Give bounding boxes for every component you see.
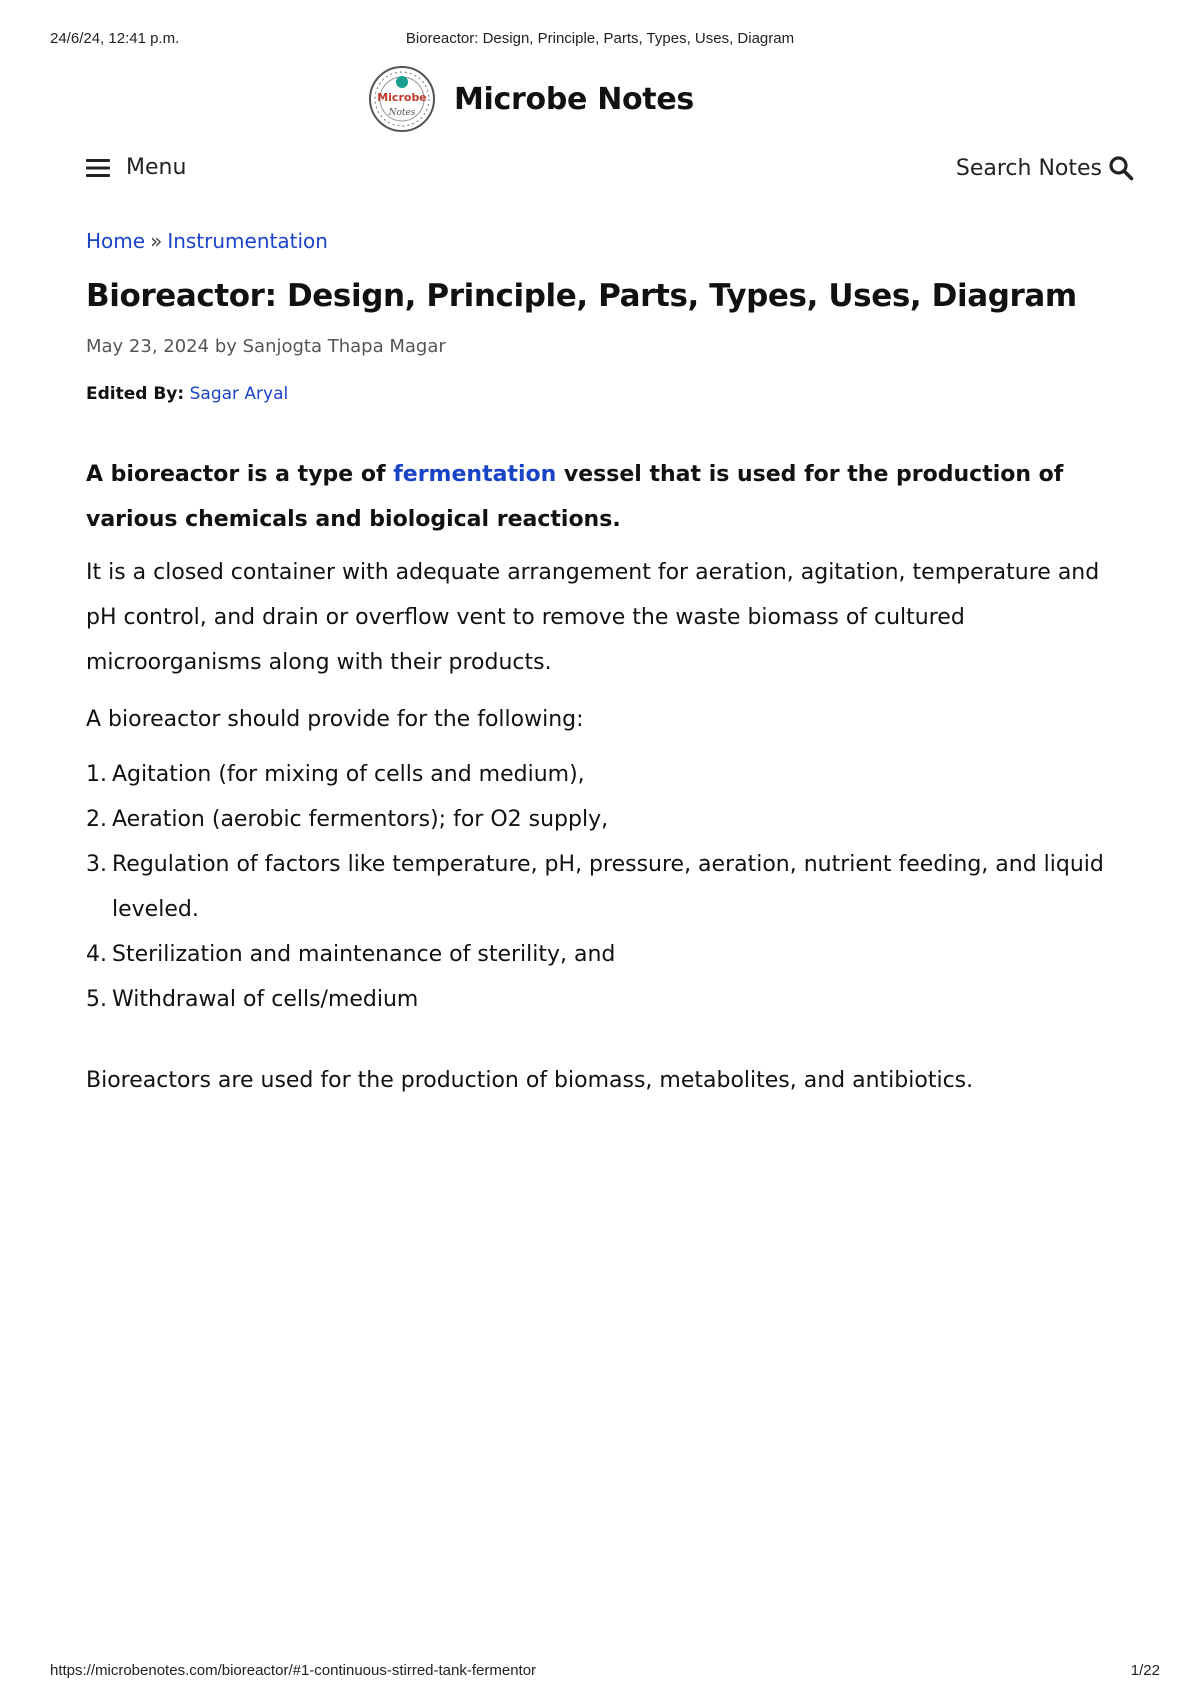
hamburger-icon [86,158,110,178]
breadcrumb-separator: » [150,229,163,253]
breadcrumb [86,229,328,253]
lead-paragraph [86,452,1126,542]
print-datetime: 24/6/24, 12:41 p.m. [50,30,180,47]
menu-label: Menu [126,155,187,180]
lead-text-before: A bioreactor is a type of [86,462,394,487]
print-page-number: 1/22 [1130,1662,1160,1679]
list-item [86,797,1126,842]
list-item-text: Sterilization and maintenance of sterility, and [112,942,616,967]
search-button[interactable] [956,155,1134,181]
byline: May 23, 2024 by Sanjogta Thapa Magar [86,336,446,357]
list-item [86,932,1126,977]
list-item-text: Agitation (for mixing of cells and medium), [112,762,585,787]
search-icon [1108,155,1134,181]
list-item-number: 1. [86,762,107,787]
print-url: https://microbenotes.com/bioreactor/#1-continuous-stirred-tank-fermentor [50,1662,537,1679]
edited-by [86,384,288,404]
list-intro: A bioreactor should provide for the following: [86,707,584,732]
list-item [86,842,1126,932]
description-paragraph: It is a closed container with adequate arrangement for aeration, agitation, temperature and pH control, and drain or overflow vent to remove the waste biomass of cultured microorganisms along with their products. [86,560,1100,675]
list-item-text: Withdrawal of cells/medium [112,987,419,1012]
breadcrumb-home[interactable]: Home [86,229,146,253]
requirements-list [86,752,1126,1022]
editor-link[interactable]: Sagar Aryal [189,384,289,404]
article-body [86,452,1126,1103]
list-item [86,752,1126,797]
logo-text-bottom: Notes [388,108,416,118]
closing-paragraph: Bioreactors are used for the production of biomass, metabolites, and antibiotics. [86,1068,974,1093]
list-item-text: Aeration (aerobic fermentors); for O2 supply, [112,807,609,832]
list-item [86,977,1126,1022]
menu-button[interactable] [86,155,186,180]
navbar [86,155,1134,191]
fermentation-link[interactable]: fermentation [393,462,557,487]
logo-text-top: Microbe [377,91,427,104]
page-title: Bioreactor: Design, Principle, Parts, Types, Uses, Diagram [86,278,1077,314]
print-doc-title: Bioreactor: Design, Principle, Parts, Types, Uses, Diagram [405,30,795,47]
lead-text-after: vessel that is used for the production of various chemicals and biological reactions. [86,462,1064,532]
list-item-number: 2. [86,807,107,832]
list-item-number: 5. [86,987,107,1012]
breadcrumb-category[interactable]: Instrumentation [167,229,328,253]
microbe-notes-logo [368,65,436,133]
list-item-text: Regulation of factors like temperature, pH, pressure, aeration, nutrient feeding, and liquid leveled. [112,852,1104,922]
site-name: Microbe Notes [454,81,694,117]
list-item-number: 4. [86,942,107,967]
site-brand[interactable] [368,64,694,134]
list-item-number: 3. [86,852,107,877]
search-label: Search Notes [955,155,1102,181]
edited-by-label: Edited By: [86,384,185,404]
